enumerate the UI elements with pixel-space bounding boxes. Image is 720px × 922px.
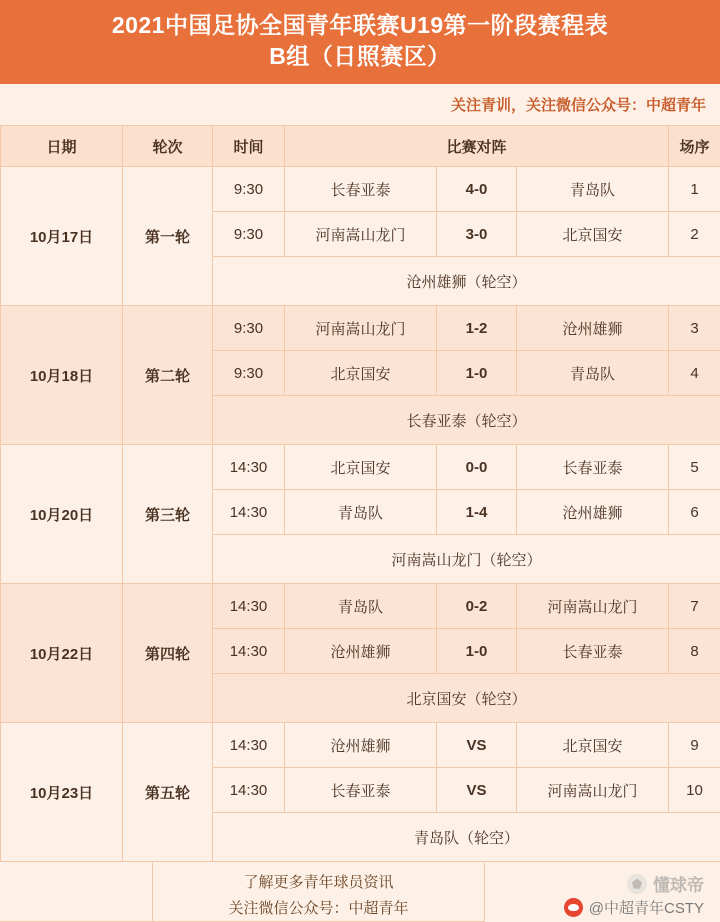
- round-name: 第三轮: [123, 445, 213, 584]
- table-row: [1, 723, 720, 768]
- round-name: 第五轮: [123, 723, 213, 862]
- away-team: 北京国安: [517, 723, 669, 768]
- match-score: 1-4: [437, 490, 517, 535]
- match-time: 14:30: [213, 629, 285, 674]
- away-team: 长春亚泰: [517, 445, 669, 490]
- match-order: 7: [669, 584, 720, 629]
- away-team: 河南嵩山龙门: [517, 768, 669, 813]
- watermark: [627, 871, 704, 896]
- match-time: 9:30: [213, 351, 285, 396]
- schedule-table: [0, 125, 720, 862]
- column-header-round: 轮次: [123, 126, 213, 167]
- home-team: 青岛队: [285, 490, 437, 535]
- footer-promo: [153, 862, 485, 922]
- soccer-ball-icon: [627, 874, 647, 894]
- match-score: 4-0: [437, 167, 517, 212]
- round-date: 10月18日: [1, 306, 123, 445]
- match-time: 14:30: [213, 490, 285, 535]
- weibo-handle: [564, 897, 704, 918]
- watermark-text: 懂球帝: [653, 871, 704, 896]
- match-time: 9:30: [213, 167, 285, 212]
- home-team: 沧州雄狮: [285, 723, 437, 768]
- away-team: 河南嵩山龙门: [517, 584, 669, 629]
- match-time: 9:30: [213, 306, 285, 351]
- weibo-handle-text: @中超青年CSTY: [589, 897, 704, 918]
- bye-team: 沧州雄狮（轮空）: [213, 257, 720, 306]
- away-team: 北京国安: [517, 212, 669, 257]
- table-row: [1, 167, 720, 212]
- column-header-date: 日期: [1, 126, 123, 167]
- match-time: 14:30: [213, 584, 285, 629]
- match-order: 2: [669, 212, 720, 257]
- home-team: 北京国安: [285, 445, 437, 490]
- home-team: 青岛队: [285, 584, 437, 629]
- match-score: 1-2: [437, 306, 517, 351]
- table-row: [1, 306, 720, 351]
- match-time: 9:30: [213, 212, 285, 257]
- match-order: 3: [669, 306, 720, 351]
- footer-promo-line2: 关注微信公众号：中超青年: [153, 896, 484, 922]
- column-header-time: 时间: [213, 126, 285, 167]
- bye-team: 青岛队（轮空）: [213, 813, 720, 862]
- column-header-matchup: 比赛对阵: [285, 126, 669, 167]
- match-score: VS: [437, 768, 517, 813]
- bye-team: 北京国安（轮空）: [213, 674, 720, 723]
- footer-watermark-area: [485, 862, 720, 922]
- home-team: 北京国安: [285, 351, 437, 396]
- away-team: 青岛队: [517, 167, 669, 212]
- away-team: 青岛队: [517, 351, 669, 396]
- home-team: 沧州雄狮: [285, 629, 437, 674]
- match-order: 8: [669, 629, 720, 674]
- page-title-line2: B组（日照赛区）: [8, 41, 712, 72]
- round-name: 第一轮: [123, 167, 213, 306]
- away-team: 沧州雄狮: [517, 490, 669, 535]
- bye-team: 河南嵩山龙门（轮空）: [213, 535, 720, 584]
- footer-promo-line1: 了解更多青年球员资讯: [153, 870, 484, 896]
- home-team: 河南嵩山龙门: [285, 212, 437, 257]
- match-time: 14:30: [213, 768, 285, 813]
- footer-spacer-left: [0, 862, 153, 922]
- home-team: 长春亚泰: [285, 167, 437, 212]
- match-order: 9: [669, 723, 720, 768]
- match-time: 14:30: [213, 723, 285, 768]
- subheader-note: 关注青训，关注微信公众号：中超青年: [0, 84, 720, 125]
- table-row: [1, 584, 720, 629]
- page-title-line1: 2021中国足协全国青年联赛U19第一阶段赛程表: [112, 12, 608, 38]
- home-team: 长春亚泰: [285, 768, 437, 813]
- match-order: 6: [669, 490, 720, 535]
- match-score: 1-0: [437, 629, 517, 674]
- match-score: 0-0: [437, 445, 517, 490]
- table-header-row: [1, 126, 720, 167]
- match-score: VS: [437, 723, 517, 768]
- table-row: [1, 445, 720, 490]
- page-header: [0, 0, 720, 84]
- weibo-icon: [564, 898, 583, 917]
- match-time: 14:30: [213, 445, 285, 490]
- match-score: 0-2: [437, 584, 517, 629]
- round-name: 第二轮: [123, 306, 213, 445]
- match-order: 10: [669, 768, 720, 813]
- home-team: 河南嵩山龙门: [285, 306, 437, 351]
- round-date: 10月23日: [1, 723, 123, 862]
- bye-team: 长春亚泰（轮空）: [213, 396, 720, 445]
- away-team: 沧州雄狮: [517, 306, 669, 351]
- away-team: 长春亚泰: [517, 629, 669, 674]
- match-order: 4: [669, 351, 720, 396]
- match-order: 1: [669, 167, 720, 212]
- page-footer: [0, 862, 720, 922]
- match-score: 3-0: [437, 212, 517, 257]
- round-date: 10月17日: [1, 167, 123, 306]
- round-date: 10月22日: [1, 584, 123, 723]
- round-date: 10月20日: [1, 445, 123, 584]
- round-name: 第四轮: [123, 584, 213, 723]
- column-header-order: 场序: [669, 126, 720, 167]
- match-order: 5: [669, 445, 720, 490]
- match-score: 1-0: [437, 351, 517, 396]
